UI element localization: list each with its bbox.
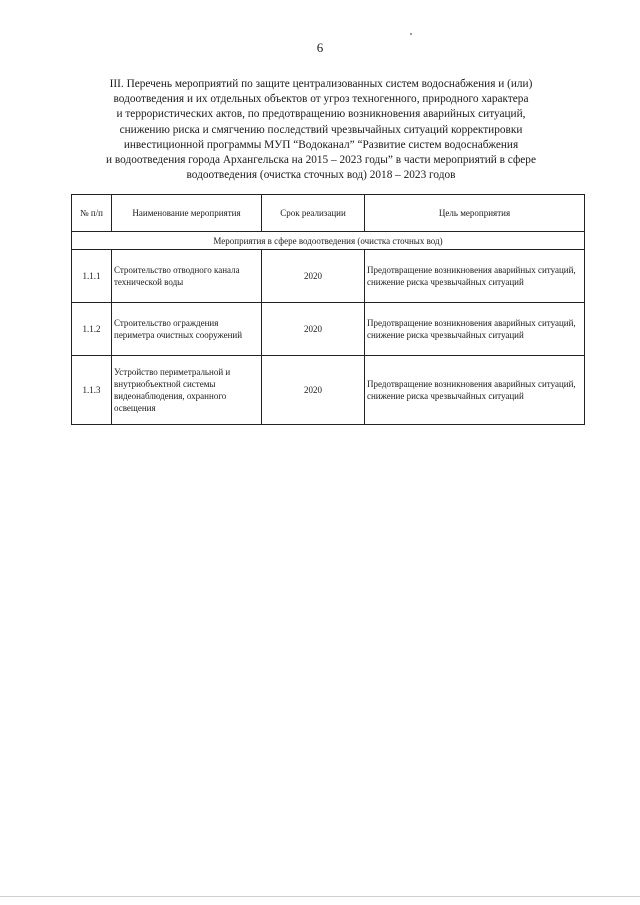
row-term: 2020 xyxy=(262,303,365,356)
heading-line: и террористических актов, по предотвращению возникновения аварийных ситуаций, xyxy=(116,108,526,121)
row-name: Строительство отводного канала технической воды xyxy=(112,250,262,303)
page-edge-line xyxy=(0,896,640,897)
table-header-row xyxy=(72,195,585,232)
row-name: Устройство периметральной и внутриобъектной системы видеонаблюдения, охранного освещения xyxy=(112,356,262,425)
heading-line: инвестиционной программы МУП “Водоканал” “Развитие систем водоснабжения xyxy=(123,138,519,151)
header-name: Наименование мероприятия xyxy=(112,195,262,232)
row-goal: Предотвращение возникновения аварийных ситуаций, снижение риска чрезвычайных ситуаций xyxy=(365,303,585,356)
heading-line: III. Перечень мероприятий по защите централизованных систем водоснабжения и (или) xyxy=(109,78,533,90)
row-goal: Предотвращение возникновения аварийных ситуаций, снижение риска чрезвычайных ситуаций xyxy=(365,250,585,303)
header-goal: Цель мероприятия xyxy=(365,195,585,232)
row-num: 1.1.1 xyxy=(72,250,112,303)
table-row xyxy=(72,303,585,356)
scan-speck xyxy=(410,33,412,35)
measures-table xyxy=(71,194,585,425)
section-heading xyxy=(78,77,564,183)
table-section-row xyxy=(72,232,585,250)
table-row xyxy=(72,250,585,303)
row-goal: Предотвращение возникновения аварийных ситуаций, снижение риска чрезвычайных ситуаций xyxy=(365,356,585,425)
row-term: 2020 xyxy=(262,356,365,425)
row-num: 1.1.3 xyxy=(72,356,112,425)
page-number: 6 xyxy=(316,40,324,55)
heading-line: снижению риска и смягчению последствий чрезвычайных ситуаций корректировки xyxy=(119,123,523,136)
heading-line: и водоотведения города Архангельска на 2015 – 2023 годы” в части мероприятий в сфере xyxy=(106,154,536,167)
heading-line: водоотведения (очистка сточных вод) 2018 – 2023 годов xyxy=(186,169,456,182)
row-name: Строительство ограждения периметра очистных сооружений xyxy=(112,303,262,356)
heading-line: водоотведения и их отдельных объектов от угроз техногенного, природного характера xyxy=(113,93,529,106)
header-num: № п/п xyxy=(72,195,112,232)
header-term: Срок реализации xyxy=(262,195,365,232)
section-title: Мероприятия в сфере водоотведения (очистка сточных вод) xyxy=(72,232,585,250)
row-term: 2020 xyxy=(262,250,365,303)
row-num: 1.1.2 xyxy=(72,303,112,356)
table-row xyxy=(72,356,585,425)
